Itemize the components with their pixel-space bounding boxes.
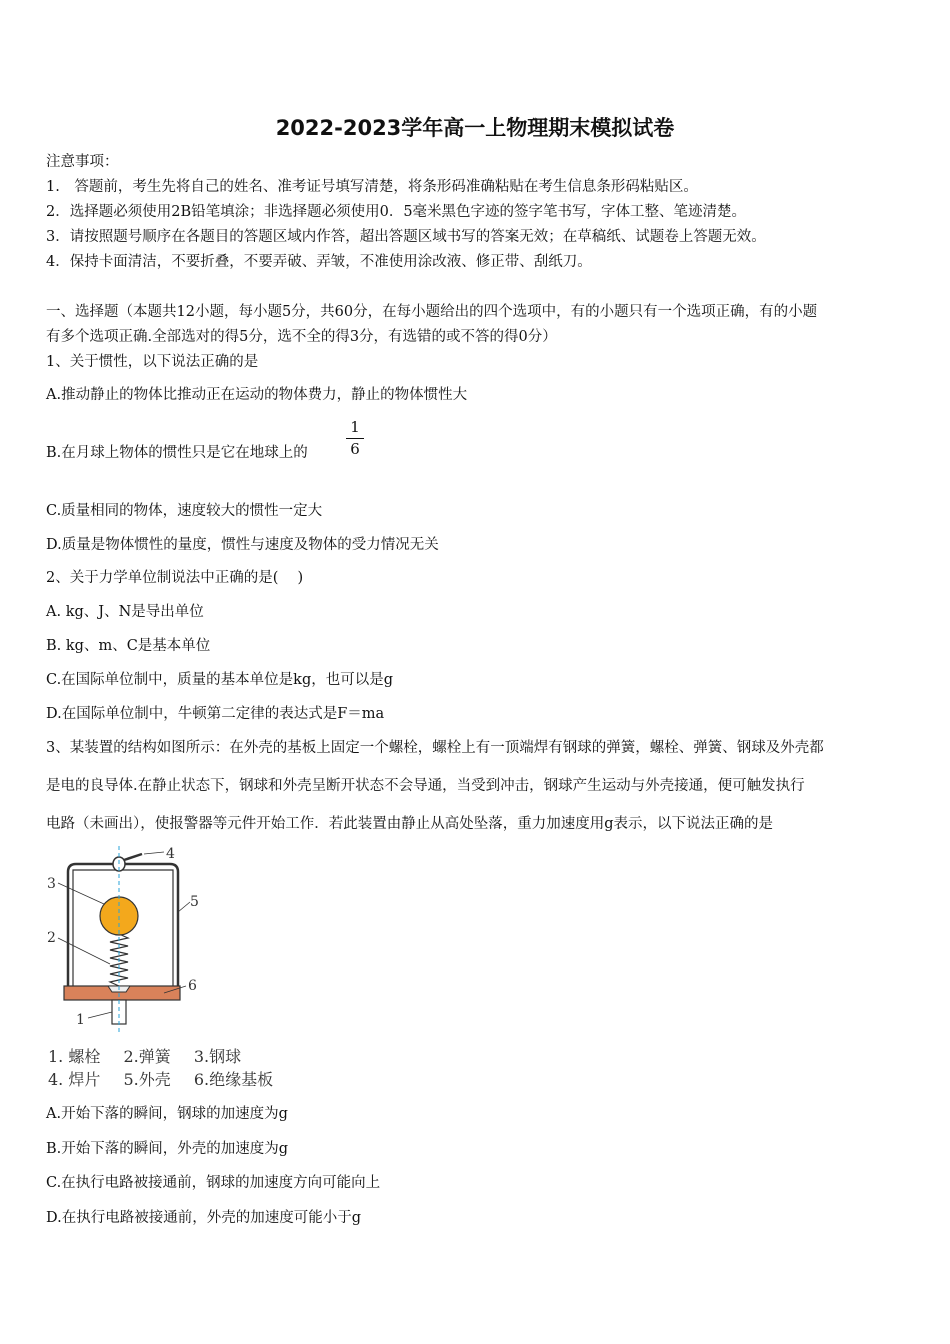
q1-option-d: D.质量是物体惯性的量度，惯性与速度及物体的受力情况无关: [46, 537, 439, 553]
q1-option-b: B.在月球上物体的惯性只是它在地球上的: [46, 445, 308, 461]
diagram-caption-row-2: [48, 1067, 291, 1090]
fraction-numerator: 1: [346, 418, 364, 439]
device-diagram: [44, 846, 224, 1036]
caption-item-ball: 3.钢球: [193, 1047, 242, 1066]
notice-item-3: 3．请按照题号顺序在各题目的答题区域内作答，超出答题区域书写的答案无效；在草稿纸、试题卷上答题无效。: [46, 229, 766, 245]
notice-item-4: 4．保持卡面清洁，不要折叠，不要弄破、弄皱，不准使用涂改液、修正带、刮纸刀。: [46, 254, 592, 270]
caption-item-base: 6.绝缘基板: [193, 1070, 274, 1089]
q2-option-b: B. kg、m、C是基本单位: [46, 638, 211, 654]
q1-option-a: A.推动静止的物体比推动正在运动的物体费力，静止的物体惯性大: [46, 387, 468, 403]
notice-item-2: 2．选择题必须使用2B铅笔填涂；非选择题必须使用0．5毫米黑色字迹的签字笔书写，字体工整、笔迹清楚。: [46, 204, 747, 220]
q1-option-c: C.质量相同的物体，速度较大的惯性一定大: [46, 503, 323, 519]
q3-stem-line-1: 3、某装置的结构如图所示：在外壳的基板上固定一个螺栓，螺栓上有一顶端焊有钢球的弹簧，螺栓、弹簧、钢球及外壳都: [46, 740, 824, 756]
q2-option-c: C.在国际单位制中，质量的基本单位是kg，也可以是g: [46, 672, 394, 688]
q3-option-a: A.开始下落的瞬间，钢球的加速度为g: [46, 1106, 288, 1122]
q2-option-d: D.在国际单位制中，牛顿第二定律的表达式是F＝ma: [46, 706, 385, 722]
caption-item-tab: 4. 焊片: [48, 1070, 101, 1089]
caption-item-bolt: 1. 螺栓: [48, 1047, 101, 1066]
section-heading-line-1: 一、选择题（本题共12小题，每小题5分，共60分，在每小题给出的四个选项中，有的小题只有一个选项正确，有的小题: [46, 304, 818, 320]
caption-item-spring: 2.弹簧: [123, 1047, 171, 1066]
label-2: 2: [47, 930, 56, 946]
section-heading-line-2: 有多个选项正确.全部选对的得5分，选不全的得3分，有选错的或不答的得0分）: [46, 329, 557, 345]
q1-stem: 1、关于惯性，以下说法正确的是: [46, 354, 259, 370]
q3-stem-line-3: 电路（未画出），使报警器等元件开始工作．若此装置由静止从高处坠落，重力加速度用g表示，以下说法正确的是: [46, 816, 774, 832]
label-5: 5: [190, 894, 199, 910]
label-4: 4: [166, 846, 175, 862]
caption-item-case: 5.外壳: [123, 1070, 171, 1089]
fraction-denominator: 6: [350, 440, 360, 458]
q2-option-a: A. kg、J、N是导出单位: [46, 604, 204, 620]
page-title: 2022-2023学年高一上物理期末模拟试卷: [275, 116, 675, 140]
q2-stem: 2、关于力学单位制说法中正确的是( ): [46, 570, 304, 586]
q3-stem-line-2: 是电的良导体.在静止状态下，钢球和外壳呈断开状态不会导通，当受到冲击，钢球产生运动与外壳接通，便可触发执行: [46, 778, 805, 794]
q3-option-d: D.在执行电路被接通前，外壳的加速度可能小于g: [46, 1210, 361, 1226]
fraction-one-sixth: [346, 418, 364, 458]
diagram-caption-row-1: [48, 1044, 259, 1067]
q3-option-c: C.在执行电路被接通前，钢球的加速度方向可能向上: [46, 1175, 381, 1191]
label-3: 3: [47, 876, 56, 892]
label-1: 1: [76, 1012, 85, 1028]
label-6: 6: [188, 978, 197, 994]
notice-item-1: 1. 答题前，考生先将自己的姓名、准考证号填写清楚，将条形码准确粘贴在考生信息条形码粘贴区。: [46, 179, 698, 195]
q3-option-b: B.开始下落的瞬间，外壳的加速度为g: [46, 1141, 289, 1157]
notice-heading: 注意事项：: [46, 154, 119, 170]
